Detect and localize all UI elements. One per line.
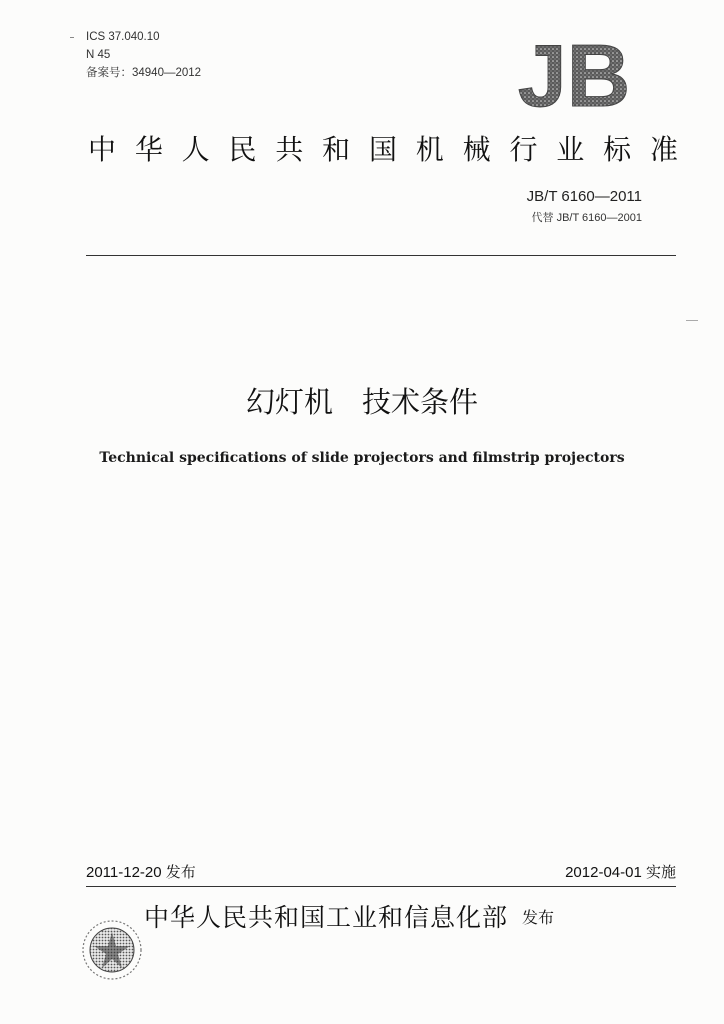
main-title-char: 中 [88,133,117,166]
main-title-char: 共 [275,133,304,166]
date-row [86,862,676,884]
main-title-char: 准 [649,133,678,166]
main-title-char: 械 [462,133,491,166]
footer-divider [86,886,676,887]
main-title-char: 行 [509,133,538,166]
header-metadata [86,28,201,82]
ics-code: ICS 37.040.10 [86,31,160,43]
ministry-emblem-icon [80,918,144,982]
header-divider [86,255,676,256]
english-title: Technical specifications of slide projectors and filmstrip projectors [99,450,625,466]
main-title-char: 国 [368,133,397,166]
scan-speck [686,320,698,321]
replaces-standard: 代替 JB/T 6160—2001 [531,212,642,224]
issuer-suffix: 发布 [522,908,555,927]
implement-date: 2012-04-01 实施 [565,864,676,881]
main-title-char: 和 [322,133,351,166]
filing-number: 备案号：34940—2012 [86,67,202,79]
main-title-char: 标 [603,133,632,166]
publish-date: 2011-12-20 发布 [86,864,196,881]
jb-logo-text: JB [517,36,631,114]
main-title [88,130,678,170]
scan-speck [70,37,74,38]
issuer [144,900,554,936]
chinese-title: 幻灯机 技术条件 [245,385,478,419]
main-title-char: 民 [228,133,257,166]
main-title-char: 机 [415,133,444,166]
classification-code: N 45 [86,49,111,61]
jb-logo [508,36,640,114]
main-title-char: 业 [556,133,585,166]
standard-number: JB/T 6160—2011 [526,188,642,205]
main-title-char: 人 [181,133,210,166]
main-title-char: 华 [134,133,163,166]
issuer-name: 中华人民共和国工业和信息化部 [144,903,509,932]
